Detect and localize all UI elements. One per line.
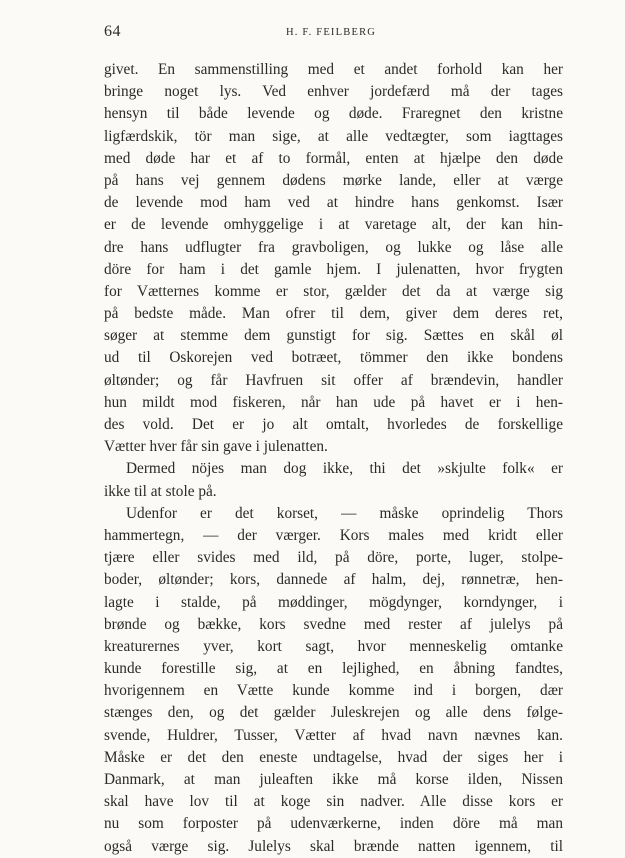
text-line: brønde og bække, kors svedne med rester af julelys på <box>104 615 563 633</box>
text-line: Udenfor er det korset, — måske oprindelig Thors <box>126 504 563 522</box>
text-line: er de levende omhyggelige i at varetage alt, der kan hin- <box>104 216 563 234</box>
text-line: lagte i stalde, på møddinger, mögdynger, korndynger, i <box>104 593 563 611</box>
text-line: for Vætternes komme er stor, gælder det da at værge sig <box>104 282 563 300</box>
text-line: på bedste måde. Man ofrer til dem, giver dem deres ret, <box>104 305 563 323</box>
text-line: søger at stemme dem gunstigt for sig. Sættes en skål øl <box>104 327 563 345</box>
text-line: øltønder; og får Havfruen sit offer af brændevin, handler <box>104 371 563 389</box>
text-line: de levende mod ham ved at hindre hans genkomst. Især <box>104 194 563 212</box>
text-line: kreaturernes yver, kort sagt, hvor menneskelig omtanke <box>104 637 563 655</box>
text-line: döre for ham i det gamle hjem. I julenatten, hvor frygten <box>104 260 563 278</box>
text-line: ud til Oskorejen ved botræet, tömmer den ikke bondens <box>104 349 563 367</box>
running-head: H. F. FEILBERG <box>286 27 377 38</box>
text-line: nu som forposter på udenværkerne, inden döre må man <box>104 815 563 833</box>
body-text <box>104 59 563 858</box>
text-line: Måske er det den eneste undtagelse, hvad der siges her i <box>104 748 563 766</box>
text-line: svende, Huldrer, Tusser, Vætter af hvad navn nævnes kan. <box>104 726 563 744</box>
text-line: bringe noget lys. Ved enhver jordefærd må der tages <box>104 83 563 101</box>
text-line: hun mildt mod fiskeren, når han ude på havet er i hen- <box>104 393 563 411</box>
text-line: Vætter hver får sin gave i julenatten. <box>104 438 328 456</box>
text-line: givet. En sammenstilling med et andet forhold kan her <box>104 61 563 78</box>
text-line: kunde forestille sig, at en lejlighed, en åbning fandtes, <box>104 660 563 678</box>
text-line: skal have lov til at koge sin nadver. Alle disse kors er <box>104 793 563 811</box>
text-line: des vold. Det er jo alt omtalt, hvorledes de forskellige <box>104 416 563 433</box>
text-line: stænges den, og det gælder Juleskrejen og alle dens følge- <box>104 704 563 722</box>
text-line: hammertegn, — der værger. Kors males med kridt eller <box>104 526 563 544</box>
text-line: Danmark, at man juleaften ikke må korse ilden, Nissen <box>104 771 563 788</box>
text-line: med døde har et af to formål, enten at hjælpe den døde <box>104 149 563 167</box>
page-number: 64 <box>104 23 121 40</box>
text-line: ikke til at stole på. <box>104 482 217 500</box>
text-line: hvorigennem en Vætte kunde komme ind i borgen, dær <box>104 682 563 700</box>
text-line: dre hans udflugter fra gravboligen, og lukke og låse alle <box>104 238 563 256</box>
text-line: tjære eller svides med ild, på döre, porte, luger, stolpe- <box>104 549 563 567</box>
text-line: hensyn til både levende og døde. Fraregnet den kristne <box>104 105 563 123</box>
text-line: også værge sig. Julelys skal brænde natten igennem, til <box>104 837 563 855</box>
text-line: på hans vej gennem dødens mørke lande, eller at værge <box>104 171 563 189</box>
page-header <box>104 23 563 43</box>
text-line: boder, øltønder; kors, dannede af halm, dej, rønnetræ, hen- <box>104 571 563 589</box>
text-line: ligfærdskik, tör man sige, at alle vedtægter, som iagttages <box>104 127 563 145</box>
text-line: Dermed nöjes man dog ikke, thi det »skjulte folk« er <box>126 460 563 478</box>
